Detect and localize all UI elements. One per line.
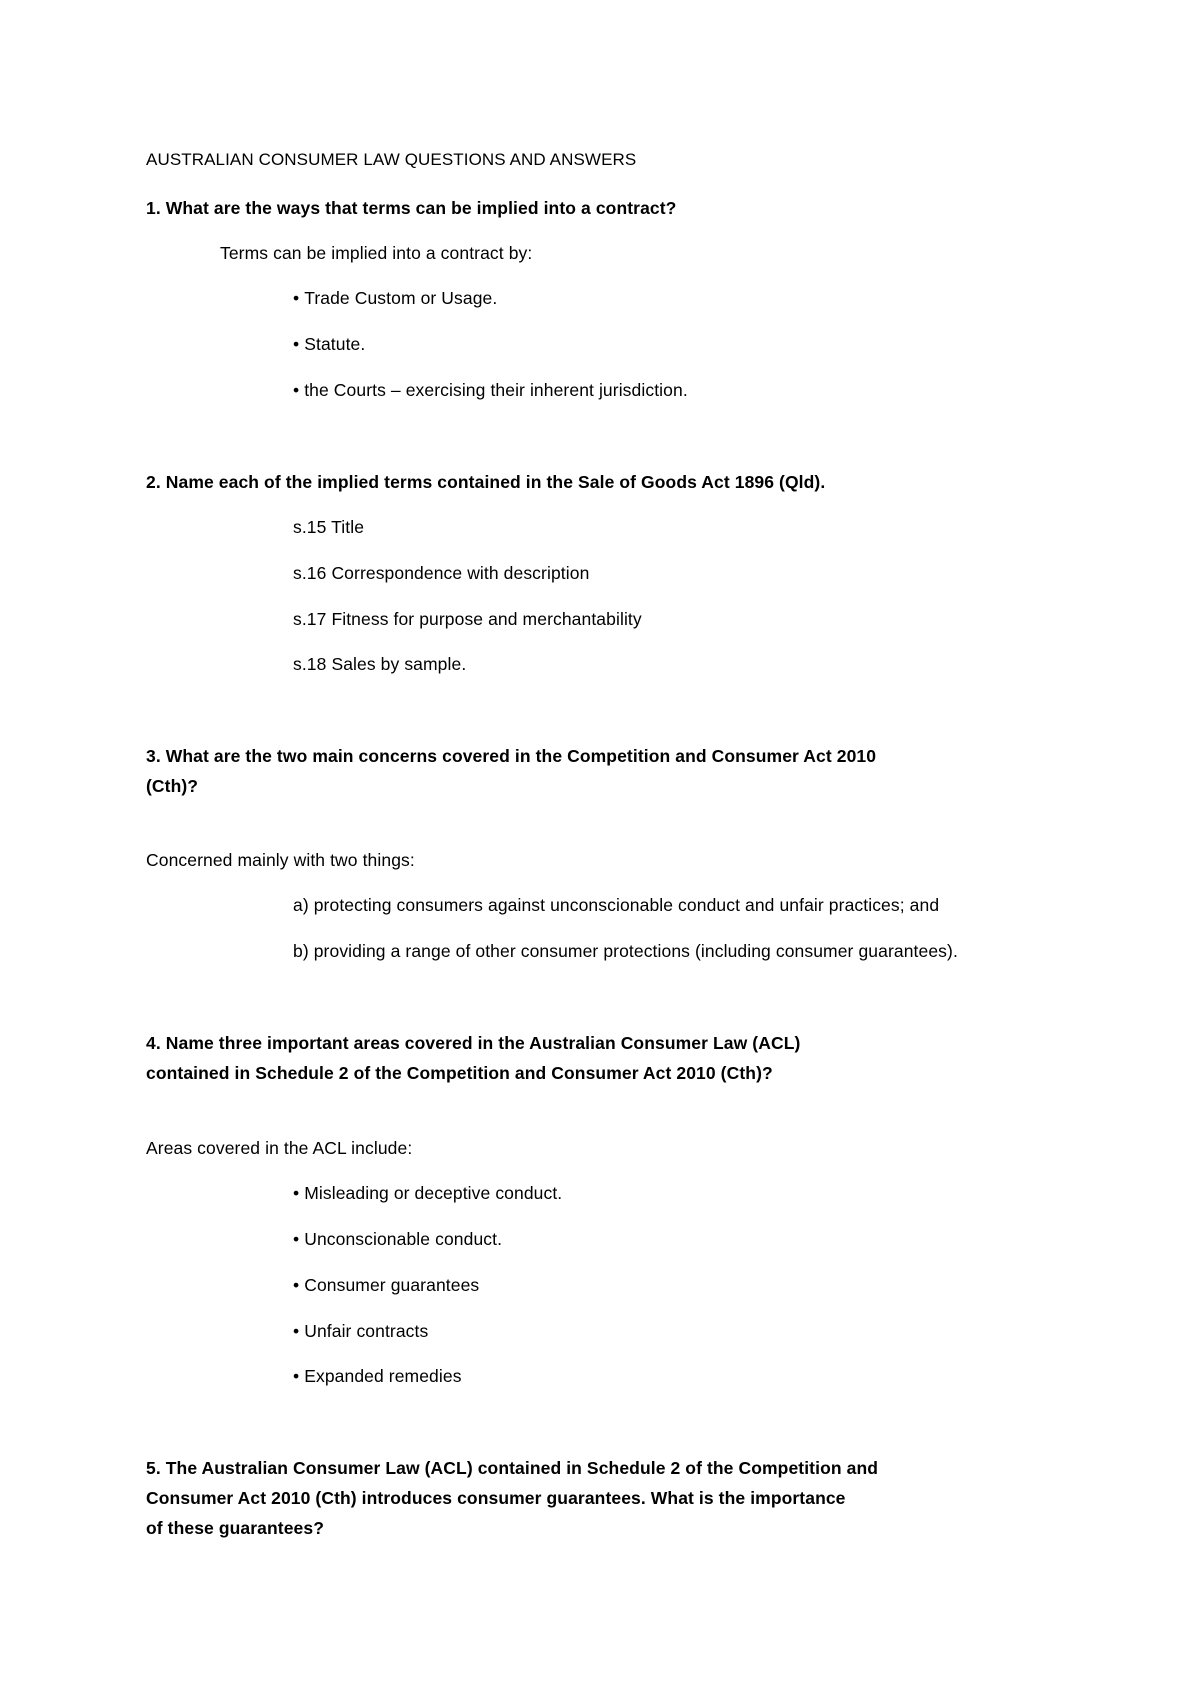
question-1-bullet-item: • Statute. [293, 333, 365, 355]
question-2-list-item: s.17 Fitness for purpose and merchantability [293, 609, 642, 629]
question-3-heading-line-1: 3. What are the two main concerns covered in the Competition and Consumer Act 2010 [146, 746, 877, 766]
question-5-heading-line-1: 5. The Australian Consumer Law (ACL) contained in Schedule 2 of the Competition and [146, 1458, 879, 1478]
question-3-heading-line-2: (Cth)? [146, 776, 199, 796]
question-3-intro: Concerned mainly with two things: [146, 850, 415, 870]
document-title: AUSTRALIAN CONSUMER LAW QUESTIONS AND ANSWERS [146, 150, 637, 169]
question-4-bullet-item: • Consumer guarantees [293, 1274, 479, 1296]
question-2-list-item: s.16 Correspondence with description [293, 563, 590, 583]
question-2-list-item: s.18 Sales by sample. [293, 654, 467, 674]
question-2-list-item: s.15 Title [293, 517, 365, 537]
question-3-list-item: b) providing a range of other consumer protections (including consumer guarantees). [293, 941, 958, 961]
question-4-bullet-item: • Unfair contracts [293, 1320, 428, 1342]
question-1-heading: 1. What are the ways that terms can be implied into a contract? [146, 198, 677, 218]
question-3-list-item: a) protecting consumers against unconscionable conduct and unfair practices; and [293, 895, 940, 915]
question-1-bullet-item: • the Courts – exercising their inherent jurisdiction. [293, 379, 688, 401]
question-4-bullet-item: • Unconscionable conduct. [293, 1228, 502, 1250]
question-5-heading-line-2: Consumer Act 2010 (Cth) introduces consumer guarantees. What is the importance [146, 1488, 846, 1508]
question-1-bullet-item: • Trade Custom or Usage. [293, 287, 497, 309]
question-4-heading-line-2: contained in Schedule 2 of the Competition and Consumer Act 2010 (Cth)? [146, 1063, 773, 1083]
question-5-heading-line-3: of these guarantees? [146, 1518, 325, 1538]
question-4-bullet-item: • Expanded remedies [293, 1365, 462, 1387]
question-2-heading: 2. Name each of the implied terms contained in the Sale of Goods Act 1896 (Qld). [146, 472, 826, 492]
question-4-intro: Areas covered in the ACL include: [146, 1138, 413, 1158]
question-1-intro: Terms can be implied into a contract by: [220, 243, 533, 263]
question-4-bullet-item: • Misleading or deceptive conduct. [293, 1182, 562, 1204]
question-4-heading-line-1: 4. Name three important areas covered in the Australian Consumer Law (ACL) [146, 1033, 801, 1053]
